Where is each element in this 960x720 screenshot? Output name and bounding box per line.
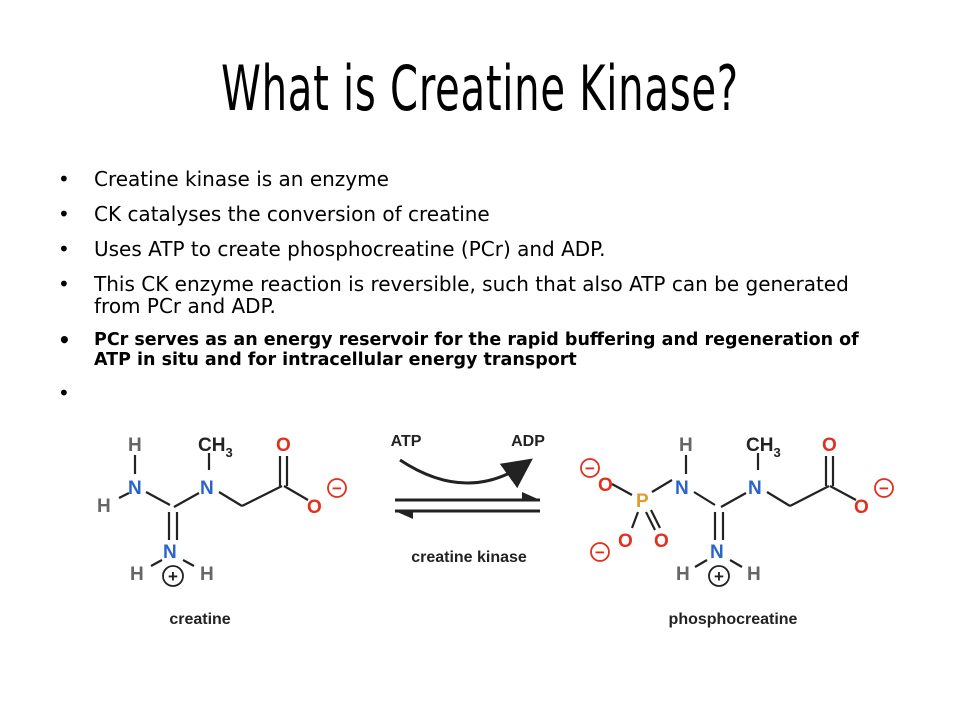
nitrogen-atom: N: [128, 478, 142, 499]
slide-title: What is Creatine Kinase?: [221, 52, 739, 125]
bullet-item: • Creatine kinase is an enzyme: [58, 168, 888, 190]
hydrogen-atom: H: [97, 496, 111, 517]
hydrogen-atom: H: [679, 435, 693, 456]
charge-sign: −: [595, 543, 605, 562]
atp-label: ATP: [390, 433, 422, 450]
phosphorus-atom: P: [636, 491, 649, 512]
hydrogen-atom: H: [128, 435, 142, 456]
charge-sign: +: [714, 567, 724, 586]
charge-sign: −: [585, 459, 595, 478]
enzyme-label: creatine kinase: [411, 549, 527, 566]
methyl-group: [198, 435, 233, 460]
ch-label: CH: [746, 435, 774, 456]
nitrogen-atom: N: [710, 542, 724, 563]
oxygen-atom: O: [822, 435, 837, 456]
bullet-item: • Uses ATP to create phosphocreatine (PCr) and ADP.: [58, 238, 888, 260]
phosphocreatine-label: phosphocreatine: [668, 611, 798, 628]
oxygen-atom: O: [654, 531, 669, 552]
charge-sign: +: [168, 567, 178, 586]
creatine-label: creatine: [169, 611, 231, 628]
hydrogen-atom: H: [200, 564, 214, 585]
charge-sign: −: [879, 479, 889, 498]
subscript-3: 3: [773, 445, 781, 460]
bullet-item: • This CK enzyme reaction is reversible, such that also ATP can be generated from PCr and ADP.: [58, 273, 888, 317]
hydrogen-atom: H: [130, 564, 144, 585]
hydrogen-atom: H: [676, 564, 690, 585]
nitrogen-atom: N: [675, 478, 689, 499]
oxygen-atom: O: [854, 497, 869, 518]
cofactor-curved-arrow: [400, 460, 528, 483]
oxygen-atom: O: [598, 475, 613, 496]
creatine-structure: [97, 435, 346, 628]
nitrogen-atom: N: [200, 478, 214, 499]
oxygen-atom: O: [307, 497, 322, 518]
bullet-item: • PCr serves as an energy reservoir for the rapid buffering and regeneration of ATP in situ and for intracellular energy transport: [58, 330, 888, 370]
hydrogen-atom: H: [747, 564, 761, 585]
oxygen-atom: O: [618, 531, 633, 552]
subscript-3: 3: [225, 445, 233, 460]
bullet-item: • CK catalyses the conversion of creatine: [58, 203, 888, 225]
creatine-bonds: [119, 453, 308, 566]
oxygen-atom: O: [276, 435, 291, 456]
reaction-arrows: [391, 433, 546, 566]
methyl-group: [746, 435, 781, 460]
adp-label: ADP: [511, 433, 545, 450]
phosphocreatine-structure: [581, 435, 893, 628]
charge-sign: −: [332, 479, 342, 498]
nitrogen-atom: N: [748, 478, 762, 499]
ch-label: CH: [198, 435, 226, 456]
nitrogen-atom: N: [163, 542, 177, 563]
